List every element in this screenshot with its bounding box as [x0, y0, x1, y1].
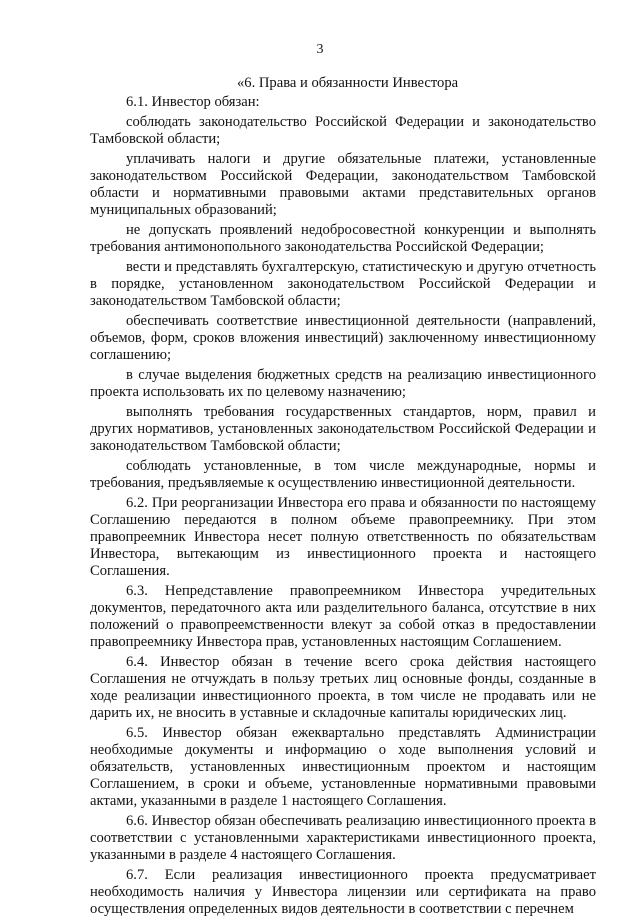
obligation-fair-competition: не допускать проявлений недобросовестной конкуренции и выполнять требования антимонопольного законодательства Российской Федерации; [90, 222, 596, 255]
paragraph-6-1: 6.1. Инвестор обязан: [126, 94, 260, 110]
obligation-budget-use: в случае выделения бюджетных средств на реализацию инвестиционного проекта использовать их по целевому назначению; [90, 367, 596, 400]
page-number: 3 [316, 42, 324, 57]
paragraph-6-5: 6.5. Инвестор обязан ежеквартально представлять Администрации необходимые документы и информацию о ходе выполнения условий и обязательств, установленных инвестиционным проектом и настоящим Соглашением, в сроки и объеме, установленные нормативными правовыми актами, указанными в разделе 1 настоящего Соглашения. [90, 725, 596, 809]
paragraph-6-7: 6.7. Если реализация инвестиционного проекта предусматривает необходимость наличия у Инвестора лицензии или сертификата на право осуществления определенных видов деятельности в соответствии с перечнем [90, 867, 596, 917]
paragraph-6-2: 6.2. При реорганизации Инвестора его права и обязанности по настоящему Соглашению передаются в полном объеме правопреемнику. При этом правопреемник Инвестора несет полную ответственность по обязательствам Инвестора, вытекающим из инвестиционного проекта и настоящего Соглашения. [90, 495, 596, 579]
obligation-comply-law: соблюдать законодательство Российской Федерации и законодательство Тамбовской области; [90, 114, 596, 147]
obligation-reporting: вести и представлять бухгалтерскую, статистическую и другую отчетность в порядке, установленном законодательством Российской Федерации и законодательством Тамбовской области; [90, 259, 596, 309]
paragraph-6-6: 6.6. Инвестор обязан обеспечивать реализацию инвестиционного проекта в соответствии с установленными характеристиками инвестиционного проекта, указанными в разделе 4 настоящего Соглашения. [90, 813, 596, 863]
section-title: «6. Права и обязанности Инвестора [237, 75, 459, 91]
obligation-standards: выполнять требования государственных стандартов, норм, правил и других нормативов, установленных законодательством Российской Федерации и законодательством Тамбовской области; [90, 404, 596, 454]
paragraph-6-3: 6.3. Непредставление правопреемником Инвестора учредительных документов, передаточного акта или разделительного баланса, отсутствие в них положений о правопреемственности влекут за собой отказ в предоставлении правопреемнику Инвестора прав, установленных настоящим Соглашением. [90, 583, 596, 650]
obligation-pay-taxes: уплачивать налоги и другие обязательные платежи, установленные законодательством Российской Федерации, законодательством Тамбовской области и нормативными правовыми актами представительных органов муниципальных образований; [90, 151, 596, 218]
paragraph-6-4: 6.4. Инвестор обязан в течение всего срока действия настоящего Соглашения не отчуждать в пользу третьих лиц основные фонды, созданные в ходе реализации инвестиционного проекта, в том числе не продавать или не дарить их, не вносить в уставные и складочные капиталы юридических лиц. [90, 654, 596, 721]
document-body [90, 75, 596, 918]
obligation-norms: соблюдать установленные, в том числе международные, нормы и требования, предъявляемые к осуществлению инвестиционной деятельности. [90, 458, 596, 491]
obligation-conformity: обеспечивать соответствие инвестиционной деятельности (направлений, объемов, форм, сроков вложения инвестиций) заключенному инвестиционному соглашению; [90, 313, 596, 363]
